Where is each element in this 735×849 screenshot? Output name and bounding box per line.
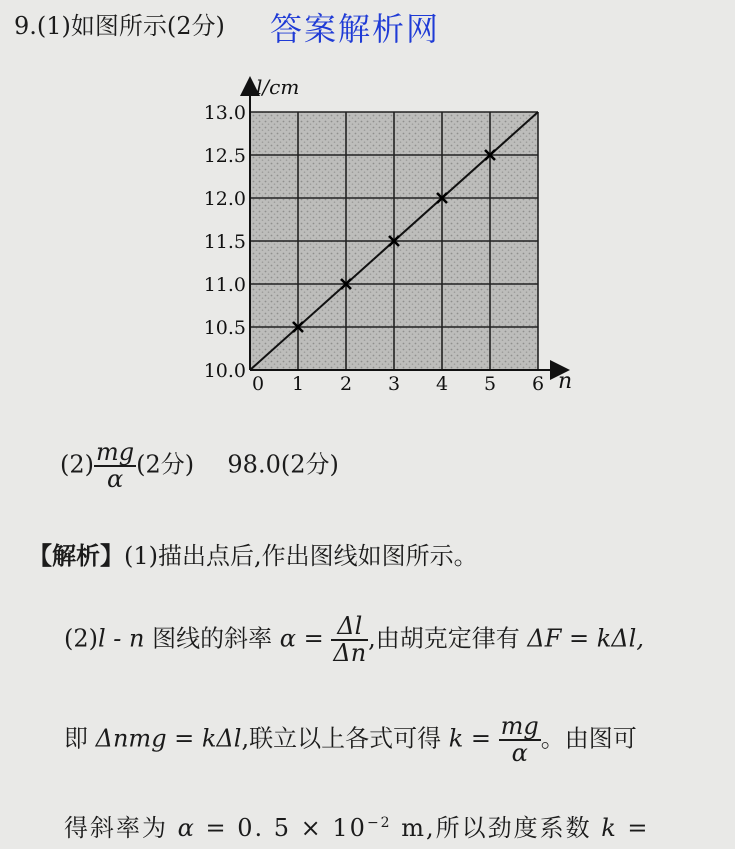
y-tick-label: 10.5 <box>203 317 246 339</box>
line3-frac-num: mg <box>500 712 539 740</box>
analysis-tag: 【解析】 <box>28 541 124 570</box>
question-number: 9.(1)如图所示(2分) <box>14 12 225 40</box>
line2-prefix: (2) <box>64 624 98 653</box>
y-tick-label: 12.5 <box>203 145 246 167</box>
analysis-line2 <box>64 614 644 666</box>
y-tick-label: 13.0 <box>203 102 246 124</box>
answer-frac-num: mg <box>96 438 135 466</box>
answer-prefix: (2) <box>60 450 94 479</box>
x-tick-label: 2 <box>339 373 353 395</box>
x-tick-label: 6 <box>531 373 545 395</box>
line2-alpha: α <box>279 624 296 653</box>
y-tick-label: 11.0 <box>203 274 246 296</box>
x-tick-label: 4 <box>435 373 449 395</box>
y-tick-label: 12.0 <box>203 188 246 210</box>
x-tick-label: 0 <box>252 373 265 395</box>
answer-score1: (2分) <box>136 450 195 479</box>
line4-k: k = <box>601 814 650 842</box>
line2-eq: = <box>295 624 332 653</box>
line4-exponent: −2 <box>366 815 392 831</box>
line2-text: 图线的斜率 <box>144 624 280 653</box>
y-tick-label: 11.5 <box>203 231 246 253</box>
line2-frac-den: Δn <box>333 639 367 668</box>
answer-part2 <box>60 440 339 492</box>
line3-k: k = <box>448 724 499 753</box>
line3-fraction <box>499 714 541 766</box>
line3-expr: Δnmg = kΔl <box>95 724 242 753</box>
line4-alpha: α <box>177 814 196 842</box>
analysis-line1 <box>28 536 478 571</box>
line3-prefix: 即 <box>64 724 96 753</box>
line4-prefix: 得斜率为 <box>64 814 178 842</box>
line4-text2: m,所以劲度系数 <box>391 814 602 842</box>
answer-fraction <box>94 440 136 492</box>
line2-var: l - n <box>98 624 145 653</box>
line3-frac-den: α <box>511 739 528 768</box>
x-tick-label: 5 <box>483 373 497 395</box>
line2-text2: ,由胡克定律有 <box>368 624 528 653</box>
line3-text2: 。由图可 <box>540 724 637 753</box>
y-tick-label: 10.0 <box>203 360 246 382</box>
x-axis-label: n <box>558 369 573 394</box>
analysis-line4 <box>64 808 650 843</box>
line4-text: = 0. 5 × 10 <box>195 814 367 842</box>
watermark: 答案解析网 <box>270 10 441 48</box>
answer-value: 98.0(2分) <box>227 450 339 479</box>
x-tick-label: 3 <box>387 373 401 395</box>
line2-frac-num: Δl <box>331 614 368 641</box>
analysis-line3 <box>64 714 637 766</box>
line-chart <box>203 72 590 402</box>
line2-law: ΔF = kΔl, <box>527 624 644 653</box>
line3-text: ,联立以上各式可得 <box>241 724 449 753</box>
line2-fraction <box>331 614 368 666</box>
analysis-line1-text: (1)描出点后,作出图线如图所示。 <box>124 542 478 570</box>
y-axis-label: l/cm <box>256 75 300 99</box>
x-tick-label: 1 <box>291 373 305 395</box>
answer-frac-den: α <box>106 465 124 494</box>
